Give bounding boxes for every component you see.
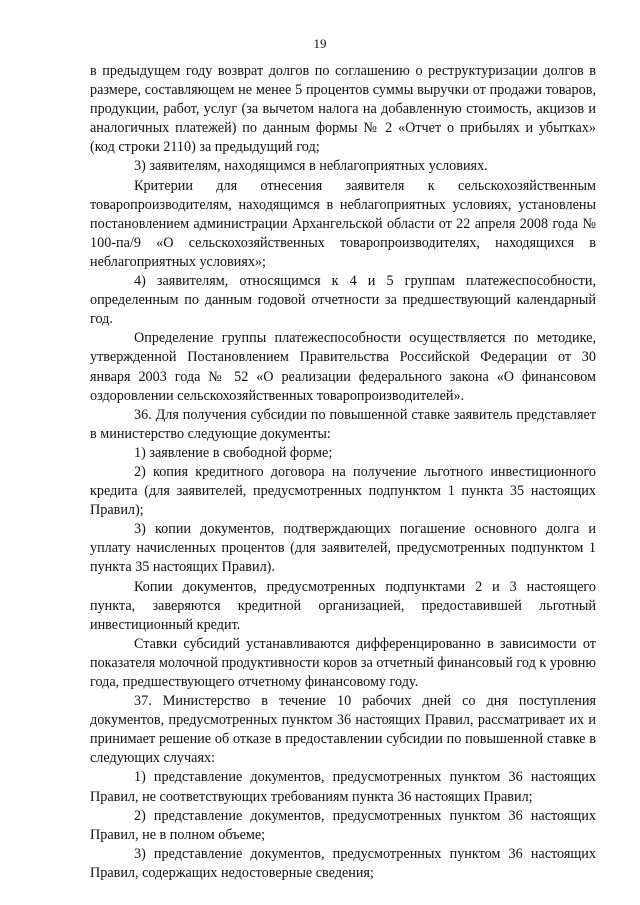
- document-body: [90, 62, 596, 883]
- paragraph: 36. Для получения субсидии по повышенной ставке заявитель представляет в министерство следующие документы:: [90, 406, 596, 442]
- paragraph: 2) представление документов, предусмотренных пунктом 36 настоящих Правил, не в полном объеме;: [90, 807, 596, 843]
- paragraph: в предыдущем году возврат долгов по соглашению о реструктуризации долгов в размере, составляющем не менее 5 процентов суммы выручки от продажи товаров, продукции, работ, услуг (за вычетом налога на добавленную стоимость, акцизов и аналогичных платежей) по данным формы № 2 «Отчет о прибылях и убытках» (код строки 2110) за предыдущий год;: [90, 63, 596, 156]
- paragraph: Критерии для отнесения заявителя к сельскохозяйственным товаропроизводителям, находящимся в неблагоприятных условиях, установлены постановлением администрации Архангельской области от 22 апреля 2008 года № 100-па/9 «О сельскохозяйственных товаропроизводителях, находящихся в неблагоприятных условиях»;: [90, 177, 596, 270]
- paragraph: 3) заявителям, находящимся в неблагоприятных условиях.: [134, 158, 488, 175]
- paragraph: 3) копии документов, подтверждающих погашение основного долга и уплату начисленных процентов (для заявителей, предусмотренных подпунктом 1 пункта 35 настоящих Правил).: [90, 521, 596, 576]
- paragraph: 2) копия кредитного договора на получение льготного инвестиционного кредита (для заявителей, предусмотренных подпунктом 1 пункта 35 настоящих Правил);: [90, 463, 596, 519]
- paragraph: Ставки субсидий устанавливаются дифференцированно в зависимости от показателя молочной продуктивности коров за отчетный финансовый год к уровню года, предшествующего отчетному финансовому году.: [90, 635, 596, 690]
- page-number: 19: [313, 36, 327, 51]
- paragraph: 1) представление документов, предусмотренных пунктом 36 настоящих Правил, не соответствующих требованиям пункта 36 настоящих Правил;: [90, 769, 596, 805]
- paragraph: 4) заявителям, относящимся к 4 и 5 группам платежеспособности, определенным по данным годовой отчетности за предшествующий календарный год.: [90, 273, 596, 328]
- paragraph: Копии документов, предусмотренных подпунктами 2 и 3 настоящего пункта, заверяются кредитной организацией, предоставившей льготный инвестиционный кредит.: [90, 578, 596, 633]
- paragraph: Определение группы платежеспособности осуществляется по методике, утвержденной Постановлением Правительства Российской Федерации от 30 января 2003 года № 52 «О реализации федерального закона «О финансовом оздоровлении сельскохозяйственных товаропроизводителей».: [90, 330, 596, 404]
- paragraph: 3) представление документов, предусмотренных пунктом 36 настоящих Правил, содержащих недостоверные сведения;: [90, 845, 596, 881]
- paragraph: 1) заявление в свободной форме;: [134, 444, 333, 461]
- paragraph: 37. Министерство в течение 10 рабочих дней со дня поступления документов, предусмотренных пунктом 36 настоящих Правил, рассматривает их и принимает решение об отказе в предоставлении субсидии по повышенной ставке в следующих случаях:: [90, 693, 596, 767]
